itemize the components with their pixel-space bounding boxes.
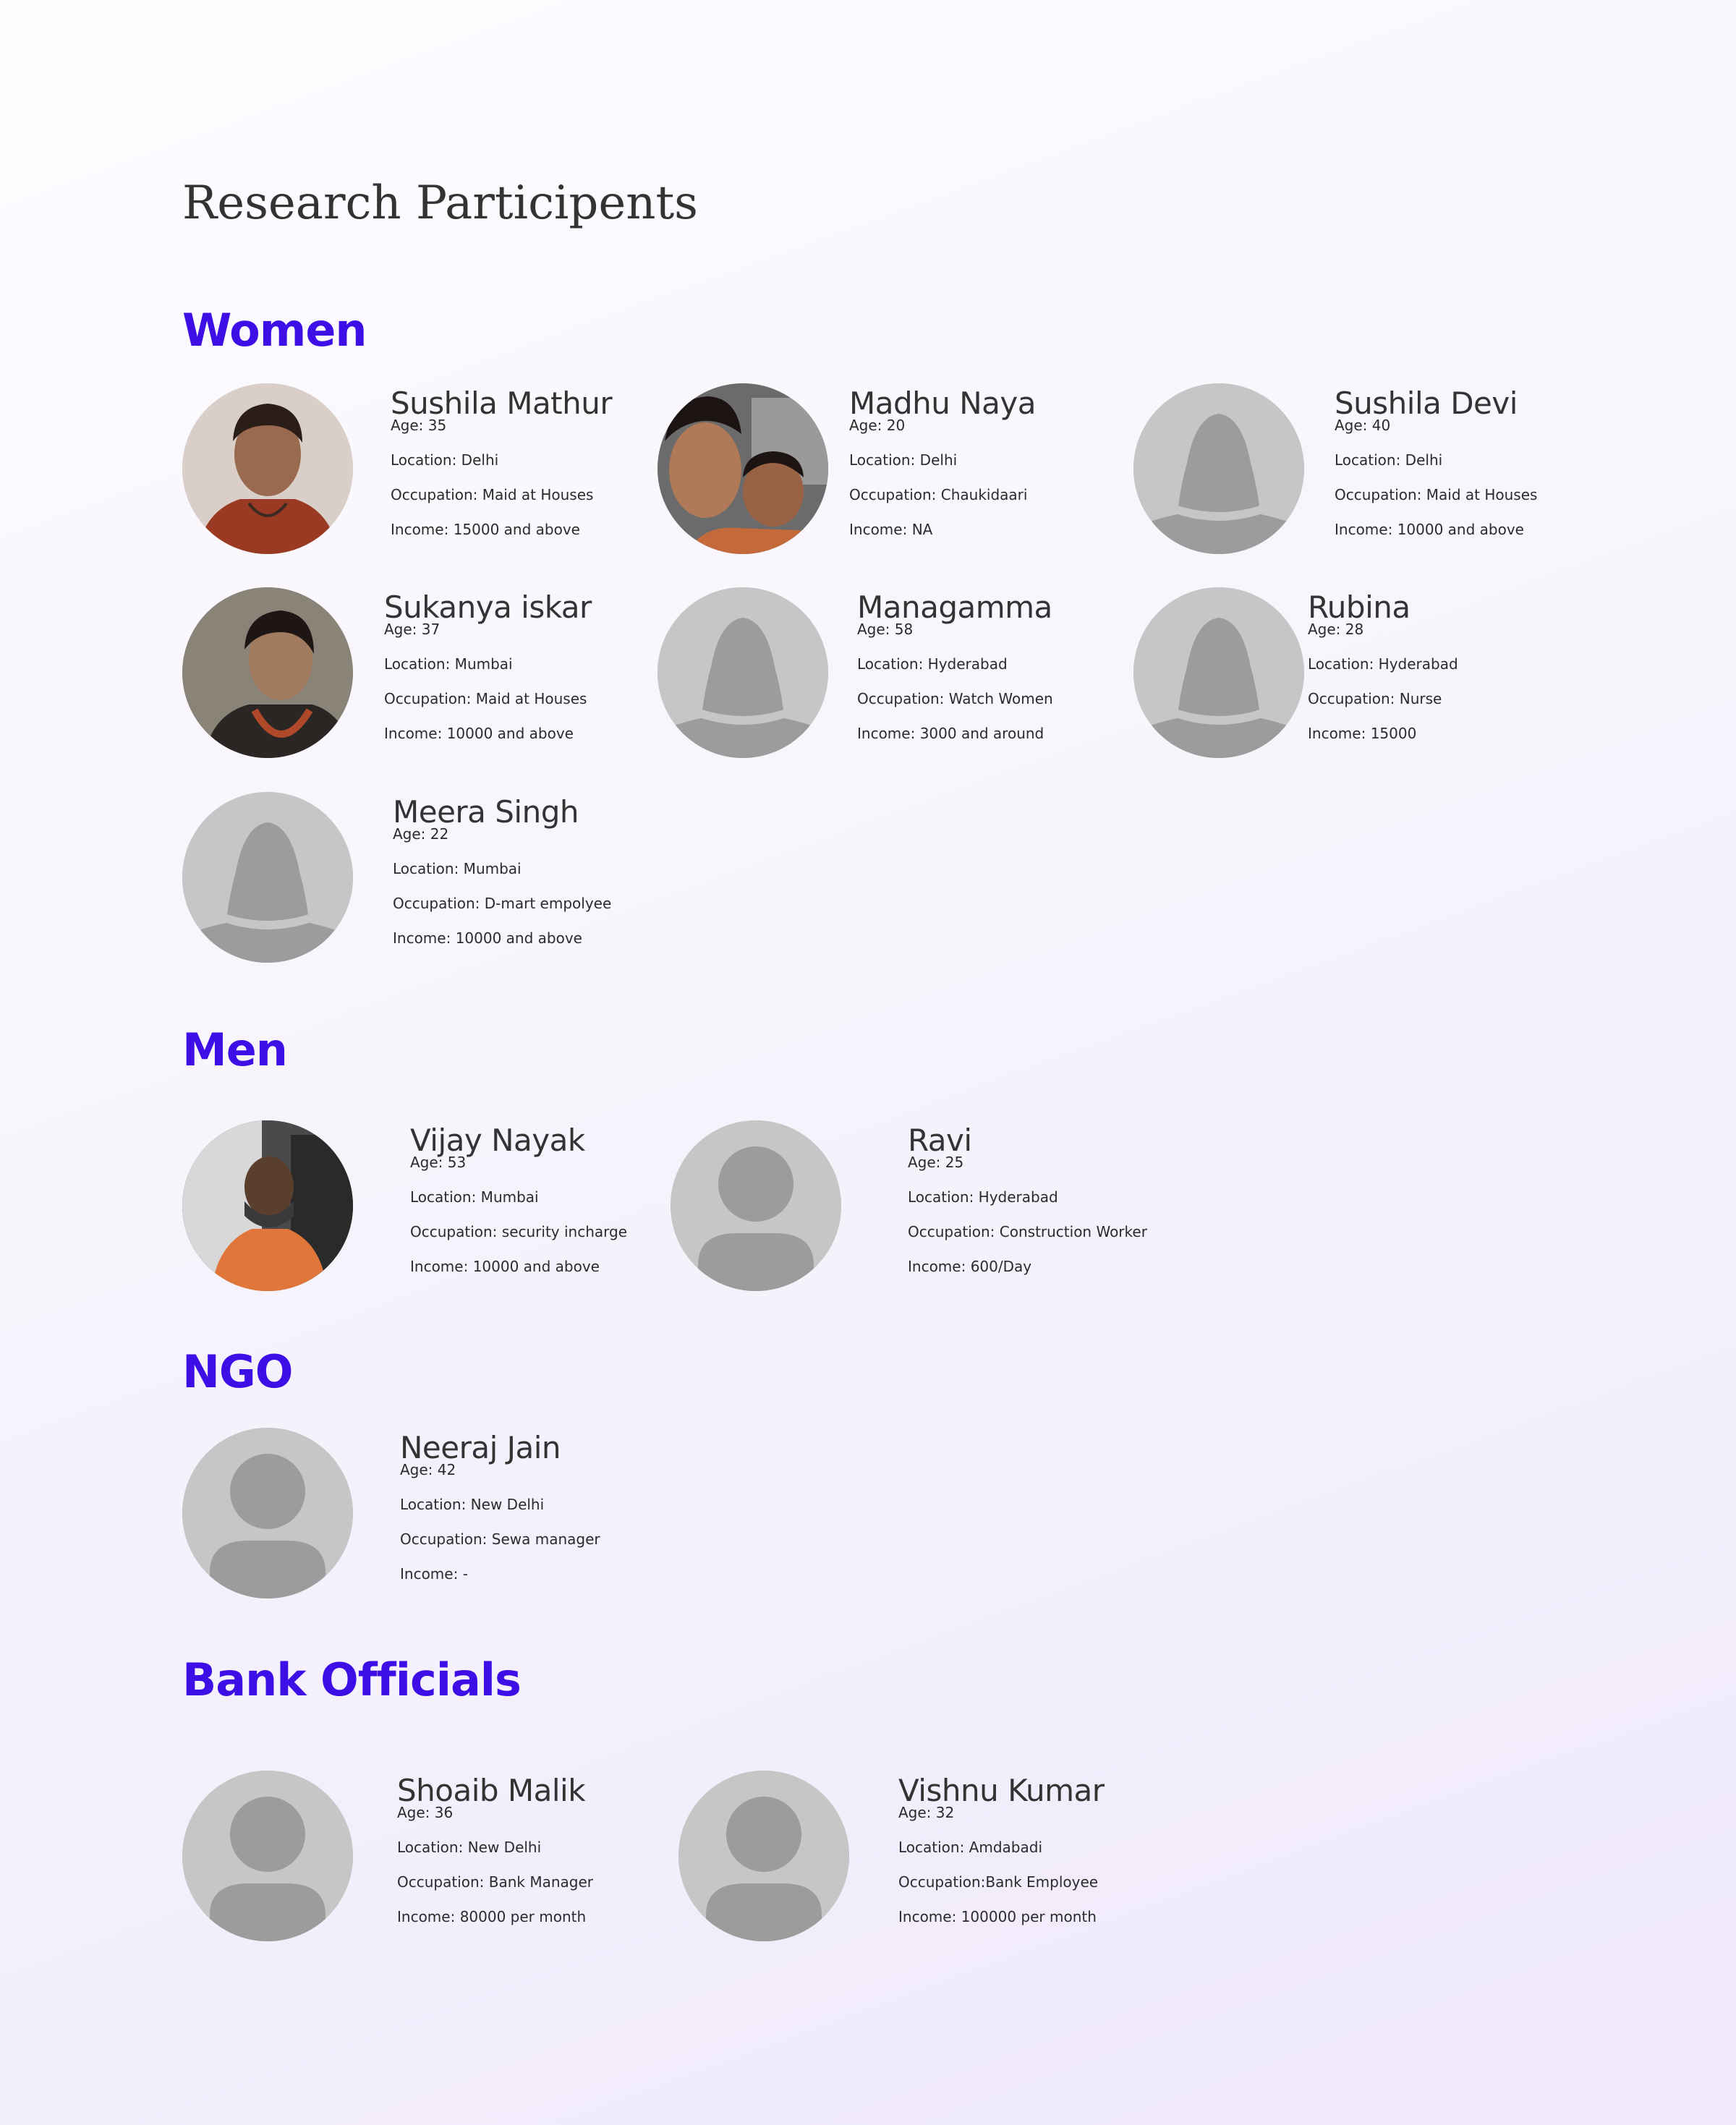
participant-occupation: Occupation: D-mart empolyee xyxy=(393,895,612,912)
participant-location: Location: Hyderabad xyxy=(1308,655,1458,673)
person-photo-icon xyxy=(182,1120,353,1291)
avatar xyxy=(671,1120,841,1291)
male-placeholder-icon xyxy=(678,1771,849,1941)
avatar xyxy=(1133,383,1304,554)
participant-age: Age: 58 xyxy=(857,621,914,638)
participant-card xyxy=(391,388,612,538)
participant-location: Location: Delhi xyxy=(849,451,958,469)
avatar xyxy=(1133,587,1304,758)
participant-name: Sukanya iskar xyxy=(384,589,592,625)
participant-name: Neeraj Jain xyxy=(400,1430,561,1465)
participant-card xyxy=(849,388,1036,538)
participant-occupation: Occupation: Bank Manager xyxy=(397,1873,594,1891)
participant-location: Location: New Delhi xyxy=(400,1496,545,1513)
participant-name: Sushila Devi xyxy=(1335,386,1518,421)
male-placeholder-icon xyxy=(182,1428,353,1598)
person-photo-icon xyxy=(658,383,828,554)
participant-occupation: Occupation:Bank Employee xyxy=(898,1873,1099,1891)
male-placeholder-icon xyxy=(671,1120,841,1291)
female-placeholder-icon xyxy=(1133,383,1304,554)
participant-location: Location: Hyderabad xyxy=(857,655,1008,673)
participant-age: Age: 42 xyxy=(400,1461,456,1478)
participant-card xyxy=(400,1432,600,1583)
avatar xyxy=(182,383,353,554)
avatar xyxy=(182,1120,353,1291)
participant-name: Vijay Nayak xyxy=(410,1123,585,1158)
participant-card xyxy=(898,1775,1105,1925)
participant-age: Age: 53 xyxy=(410,1154,467,1171)
participant-name: Ravi xyxy=(908,1123,972,1158)
participant-name: Shoaib Malik xyxy=(397,1773,586,1808)
avatar xyxy=(678,1771,849,1941)
participant-name: Sushila Mathur xyxy=(391,386,613,421)
participant-location: Location: Mumbai xyxy=(410,1188,539,1206)
person-photo-icon xyxy=(182,383,353,554)
section-heading-bank-officials: Bank Officials xyxy=(182,1653,521,1706)
participant-location: Location: Delhi xyxy=(391,451,499,469)
participant-income: Income: NA xyxy=(849,521,933,538)
page-title: Research Participents xyxy=(182,176,698,230)
participant-age: Age: 36 xyxy=(397,1804,454,1821)
participant-age: Age: 32 xyxy=(898,1804,955,1821)
section-heading-women: Women xyxy=(182,304,367,357)
participant-card xyxy=(908,1125,1147,1275)
participant-occupation: Occupation: Chaukidaari xyxy=(849,486,1028,503)
participant-card xyxy=(1308,589,1458,742)
section-heading-men: Men xyxy=(182,1023,287,1076)
participant-name: Madhu Naya xyxy=(849,386,1036,421)
participant-card xyxy=(384,589,592,742)
participant-name: Rubina xyxy=(1308,589,1410,625)
avatar xyxy=(182,1771,353,1941)
participant-income: Income: 10000 and above xyxy=(384,725,574,742)
participant-age: Age: 28 xyxy=(1308,621,1364,638)
participant-occupation: Occupation: Sewa manager xyxy=(400,1530,600,1548)
participant-age: Age: 22 xyxy=(393,825,449,843)
participant-income: Income: 10000 and above xyxy=(393,929,582,947)
participant-occupation: Occupation: Maid at Houses xyxy=(1335,486,1538,503)
participant-occupation: Occupation: Watch Women xyxy=(857,690,1053,707)
participant-age: Age: 20 xyxy=(849,417,906,434)
male-placeholder-icon xyxy=(182,1771,353,1941)
section-heading-ngo: NGO xyxy=(182,1345,293,1398)
participant-card xyxy=(397,1775,593,1925)
participant-occupation: Occupation: Nurse xyxy=(1308,690,1442,707)
participant-location: Location: New Delhi xyxy=(397,1839,542,1856)
female-placeholder-icon xyxy=(658,587,828,758)
participant-location: Location: Hyderabad xyxy=(908,1188,1058,1206)
participant-age: Age: 25 xyxy=(908,1154,964,1171)
avatar xyxy=(658,587,828,758)
avatar xyxy=(182,792,353,963)
participant-age: Age: 40 xyxy=(1335,417,1391,434)
participant-income: Income: 10000 and above xyxy=(410,1258,600,1275)
participant-occupation: Occupation: security incharge xyxy=(410,1223,628,1240)
participant-name: Meera Singh xyxy=(393,794,579,830)
participant-location: Location: Mumbai xyxy=(393,860,522,877)
avatar xyxy=(182,1428,353,1598)
participant-location: Location: Mumbai xyxy=(384,655,513,673)
participant-income: Income: 15000 and above xyxy=(391,521,580,538)
female-placeholder-icon xyxy=(182,792,353,963)
participant-occupation: Occupation: Construction Worker xyxy=(908,1223,1147,1240)
participant-card xyxy=(857,589,1053,742)
participant-name: Vishnu Kumar xyxy=(898,1773,1105,1808)
participant-income: Income: 10000 and above xyxy=(1335,521,1524,538)
participant-occupation: Occupation: Maid at Houses xyxy=(384,690,587,707)
female-placeholder-icon xyxy=(1133,587,1304,758)
participant-age: Age: 37 xyxy=(384,621,441,638)
participant-income: Income: 80000 per month xyxy=(397,1908,587,1925)
participant-card xyxy=(1335,388,1537,538)
participant-card xyxy=(393,796,611,947)
participant-occupation: Occupation: Maid at Houses xyxy=(391,486,594,503)
participant-income: Income: 600/Day xyxy=(908,1258,1032,1275)
participant-income: Income: 15000 xyxy=(1308,725,1417,742)
participant-location: Location: Delhi xyxy=(1335,451,1443,469)
participant-income: Income: 3000 and around xyxy=(857,725,1044,742)
participant-location: Location: Amdabadi xyxy=(898,1839,1043,1856)
participant-income: Income: - xyxy=(400,1565,468,1583)
person-photo-icon xyxy=(182,587,353,758)
participant-card xyxy=(410,1125,627,1275)
avatar xyxy=(182,587,353,758)
participant-age: Age: 35 xyxy=(391,417,447,434)
participant-name: Managamma xyxy=(857,589,1052,625)
avatar xyxy=(658,383,828,554)
participant-income: Income: 100000 per month xyxy=(898,1908,1097,1925)
